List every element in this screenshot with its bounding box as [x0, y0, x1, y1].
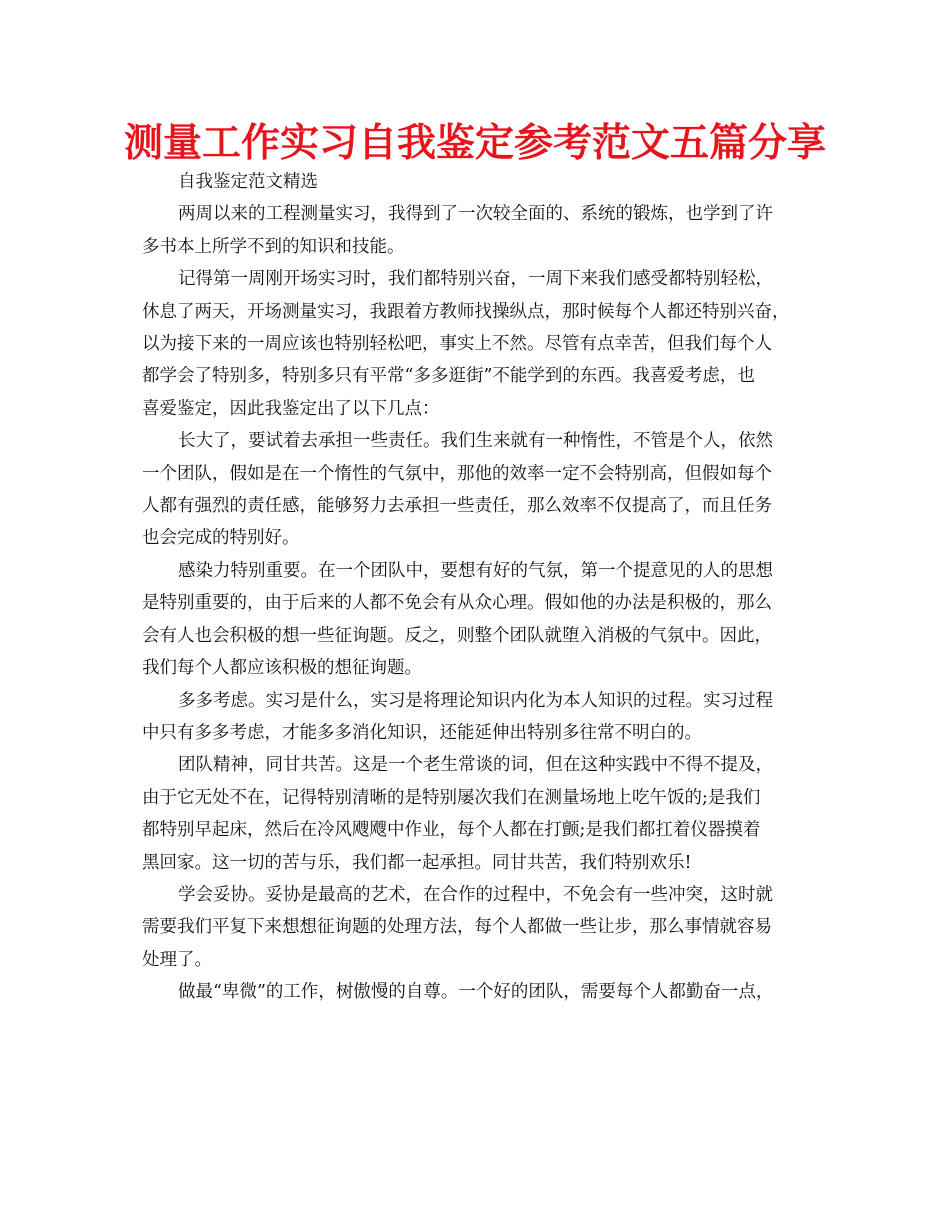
paragraph-line: 长大了，要试着去承担一些责任。我们生来就有一种惰性，不管是个人，依然 — [178, 431, 773, 452]
paragraph-line: 我们每个人都应该积极的想征询题。 — [142, 658, 422, 679]
paragraph — [142, 879, 822, 976]
paragraph-line: 喜爱鉴定，因此我鉴定出了以下几点： — [142, 398, 440, 419]
paragraph-line: 自我鉴定范文精选 — [178, 172, 318, 192]
paragraph-line: 会有人也会积极的想一些征询题。反之，则整个团队就堕入消极的气氛中。因此， — [142, 625, 772, 646]
paragraph-line: 需要我们平复下来想想征询题的处理方法，每个人都做一些让步，那么事情就容易 — [142, 917, 772, 938]
paragraph-line: 学会妥协。妥协是最高的艺术，在合作的过程中，不免会有一些冲突，这时就 — [178, 884, 773, 905]
document-title: 测量工作实习自我鉴定参考范文五篇分享 — [123, 121, 826, 166]
paragraph-line: 由于它无处不在，记得特别清晰的是特别屡次我们在测量场地上吃午饭的;是我们 — [142, 787, 761, 808]
paragraph-line: 多书本上所学不到的知识和技能。 — [142, 236, 405, 257]
paragraph-line: 记得第一周刚开场实习时，我们都特别兴奋，一周下来我们感受都特别轻松， — [178, 269, 773, 290]
paragraph-line: 黑回家。这一切的苦与乐，我们都一起承担。同甘共苦，我们特别欢乐! — [142, 852, 692, 873]
document-body — [142, 166, 822, 1009]
paragraph-line: 是特别重要的，由于后来的人都不免会有从众心理。假如他的办法是积极的，那么 — [142, 593, 772, 614]
paragraph — [142, 166, 822, 198]
paragraph-line: 处理了。 — [142, 949, 212, 970]
paragraph-line: 休息了两天，开场测量实习，我跟着方教师找操纵点，那时候每个人都还特别兴奋， — [142, 301, 790, 322]
paragraph — [142, 685, 822, 750]
paragraph-line: 都学会了特别多，特别多只有平常“多多逛街”不能学到的东西。我喜爱考虑，也 — [142, 366, 755, 387]
paragraph-line: 感染力特别重要。在一个团队中，要想有好的气氛，第一个提意见的人的思想 — [178, 560, 773, 581]
paragraph-line: 一个团队，假如是在一个惰性的气氛中，那他的效率一定不会特别高，但假如每个 — [142, 463, 772, 484]
paragraph-line: 都特别早起床，然后在冷风飕飕中作业，每个人都在打颤;是我们都扛着仪器摸着 — [142, 820, 761, 841]
paragraph-line: 团队精神，同甘共苦。这是一个老生常谈的词，但在这种实践中不得不提及， — [178, 755, 773, 776]
paragraph — [142, 263, 822, 425]
paragraph — [142, 555, 822, 685]
paragraph-line: 以为接下来的一周应该也特别轻松吧，事实上不然。尽管有点幸苦，但我们每个人 — [142, 334, 772, 355]
paragraph — [142, 198, 822, 263]
paragraph — [142, 425, 822, 555]
paragraph — [142, 749, 822, 879]
paragraph-line: 人都有强烈的责任感，能够努力去承担一些责任，那么效率不仅提高了，而且任务 — [142, 496, 772, 517]
paragraph-line: 多多考虑。实习是什么，实习是将理论知识内化为本人知识的过程。实习过程 — [178, 690, 773, 711]
paragraph — [142, 976, 822, 1008]
paragraph-line: 也会完成的特别好。 — [142, 528, 300, 549]
paragraph-line: 两周以来的工程测量实习，我得到了一次较全面的、系统的锻炼，也学到了许 — [178, 204, 773, 225]
paragraph-line: 中只有多多考虑，才能多多消化知识，还能延伸出特别多往常不明白的。 — [142, 722, 702, 743]
paragraph-line: 做最“卑微”的工作，树傲慢的自尊。一个好的团队，需要每个人都勤奋一点， — [178, 982, 774, 1003]
